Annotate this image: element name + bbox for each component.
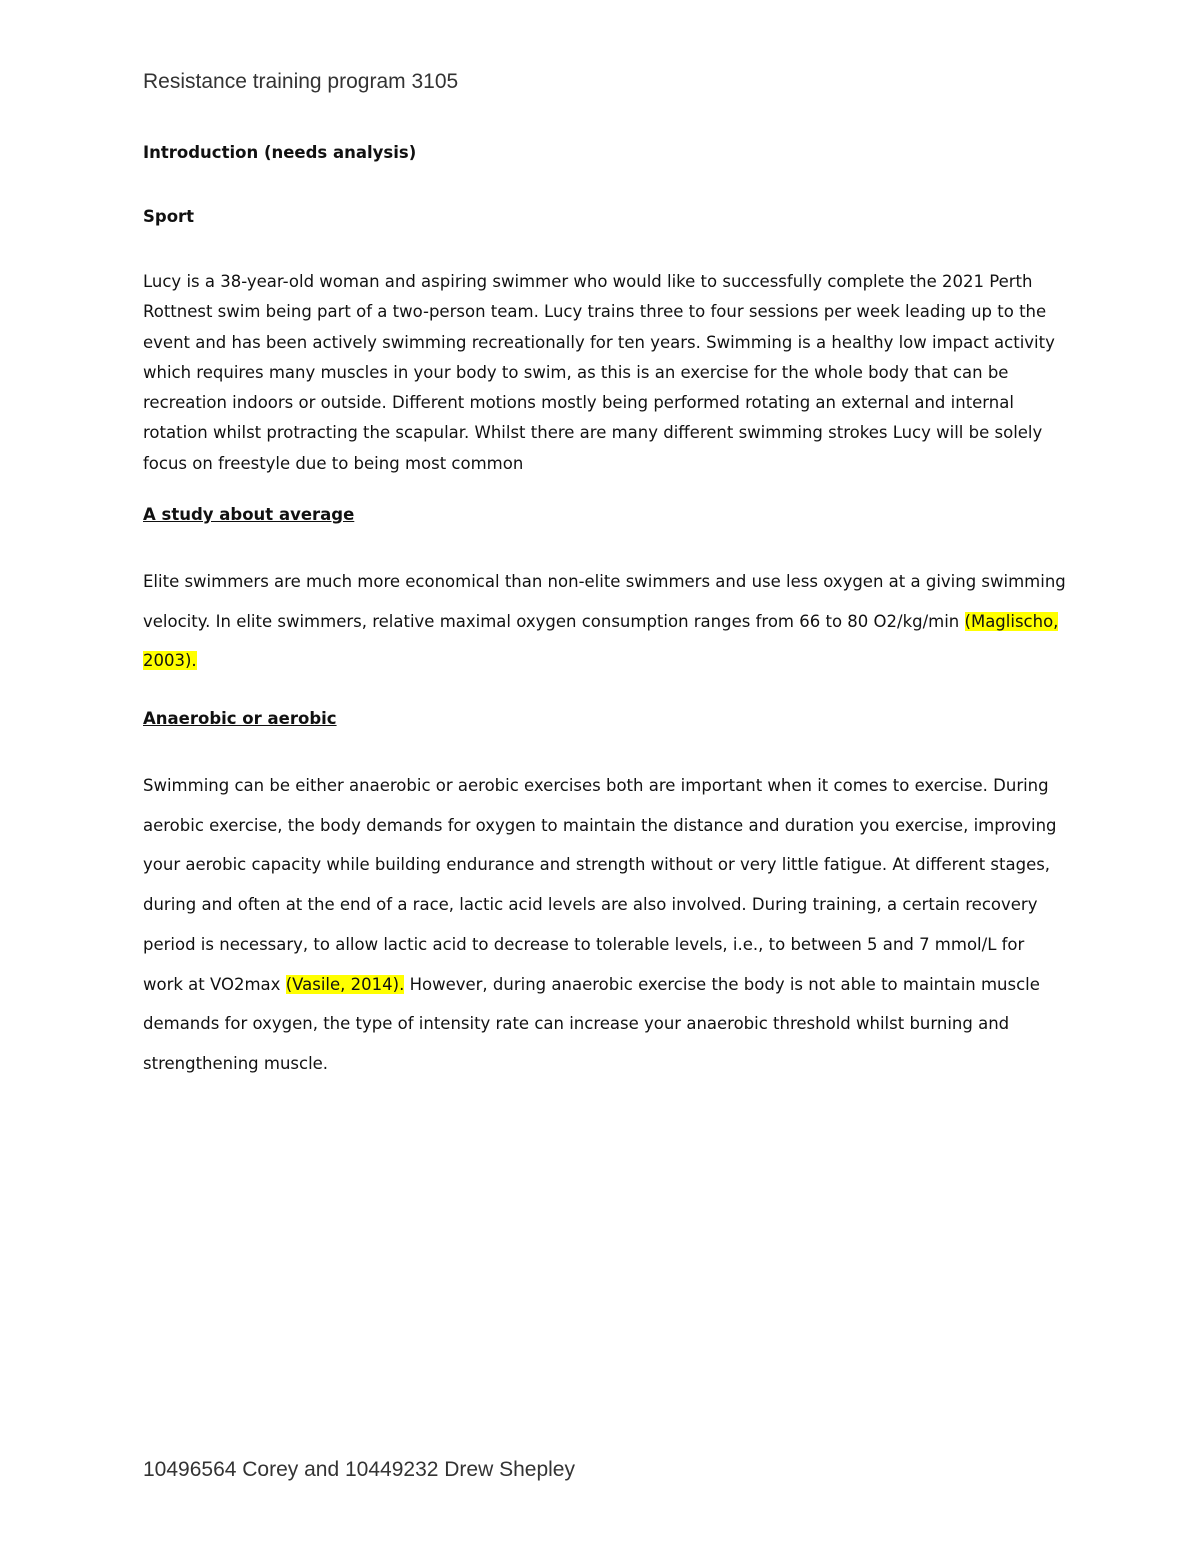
heading-anaerobic-aerobic: Anaerobic or aerobic bbox=[143, 709, 337, 728]
anaerobic-text-part-2: However, during anaerobic exercise the body is not able to maintain muscle demands for oxygen, the type of intensity rate can increase your anaerobic threshold whilst burning and strengthening muscle. bbox=[143, 974, 1040, 1073]
heading-introduction: Introduction (needs analysis) bbox=[143, 143, 417, 162]
citation-vasile: (Vasile, 2014). bbox=[285, 974, 405, 994]
heading-study: A study about average bbox=[143, 505, 355, 524]
heading-sport: Sport bbox=[143, 207, 195, 226]
anaerobic-text-part-1: Swimming can be either anaerobic or aerobic exercises both are important when it comes to exercise. During aerobic exercise, the body demands for oxygen to maintain the distance and duration you exercise, improving your aerobic capacity while building endurance and strength without or very little fatigue. At different stages, during and often at the end of a race, lactic acid levels are also involved. During training, a certain recovery period is necessary, to allow lactic acid to decrease to tolerable levels, i.e., to between 5 and 7 mmol/L for work at VO2max bbox=[143, 776, 1057, 994]
paragraph-study bbox=[143, 562, 1068, 681]
page-footer: 10496564 Corey and 10449232 Drew Shepley bbox=[143, 1458, 575, 1481]
page-header: Resistance training program 3105 bbox=[143, 70, 459, 93]
paragraph-sport: Lucy is a 38-year-old woman and aspiring swimmer who would like to successfully complete the 2021 Perth Rottnest swim being part of a two-person team. Lucy trains three to four sessions per week leading up to the event and has been actively swimming recreationally for ten years. Swimming is a healthy low impact activity which requires many muscles in your body to swim, as this is an exercise for the whole body that can be recreation indoors or outside. Different motions mostly being performed rotating an external and internal rotation whilst protracting the scapular. Whilst there are many different swimming strokes Lucy will be solely focus on freestyle due to being most common bbox=[143, 272, 1055, 473]
paragraph-anaerobic bbox=[143, 766, 1068, 1084]
citation-maglischo: (Maglischo, 2003). bbox=[143, 611, 1059, 671]
study-text: Elite swimmers are much more economical than non-elite swimmers and use less oxygen at a giving swimming velocity. In elite swimmers, relative maximal oxygen consumption ranges from 66 to 80 O2/kg/min bbox=[143, 572, 1066, 631]
